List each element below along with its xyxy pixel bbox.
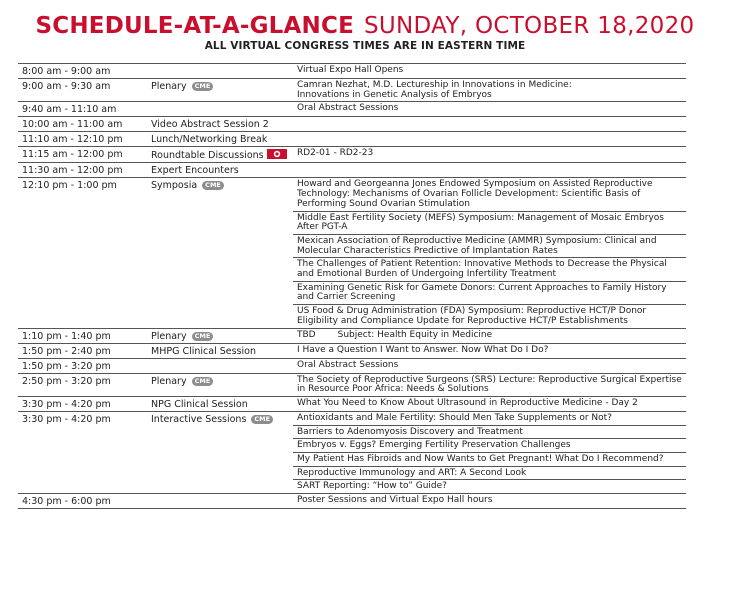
program-item: SART Reporting: “How to” Guide? [293,479,686,493]
items-cell [293,359,686,373]
time-cell: 12:10 pm - 1:00 pm [22,180,117,192]
time-cell: 8:00 am - 9:00 am [22,66,111,77]
items-cell [293,344,686,358]
program-item: RD2-01 - RD2-23 [297,148,374,159]
session-cell [133,412,293,493]
cme-badge: CME [251,415,273,424]
session-label: Expert Encounters [151,165,239,177]
roundtable-icon [267,149,287,159]
program-item: Antioxidants and Male Fertility: Should Men Take Supplements or Not? [297,412,612,423]
title-line [0,12,730,40]
item-speaker: TBD [297,329,316,340]
schedule-row [18,411,686,493]
page-subtitle: ALL VIRTUAL CONGRESS TIMES ARE IN EASTERN TIME [204,40,526,52]
items-cell [293,102,686,116]
program-item: US Food & Drug Administration (FDA) Symposium: Reproductive HCT/P Donor Eligibility and Compliance Update for Reproductive HCT/P Establishments [293,304,686,327]
session-cell [133,79,293,101]
session-cell [133,374,293,396]
time-cell: 1:50 pm - 2:40 pm [22,345,111,357]
session-cell [133,147,293,162]
schedule-table [18,63,686,509]
items-cell [293,79,686,101]
schedule-row [18,493,686,509]
session-cell [133,132,293,146]
program-item: The Society of Reproductive Surgeons (SRS) Lecture: Reproductive Surgical Expertise in Resource Poor Africa: Needs & Solutions [297,374,682,395]
session-cell [133,397,293,411]
session-cell [133,329,293,343]
time-cell: 9:00 am - 9:30 am [22,81,111,92]
schedule-row [18,146,686,162]
program-item: The Challenges of Patient Retention: Innovative Methods to Decrease the Physical and Emotional Burden of Undergoing Infertility Treatment [293,257,686,280]
program-item: Embryos v. Eggs? Emerging Fertility Preservation Challenges [293,438,686,452]
schedule-row [18,63,686,78]
schedule-row [18,373,686,396]
items-cell [293,329,686,343]
time-cell: 4:30 pm - 6:00 pm [22,496,111,508]
session-cell [133,163,293,177]
program-item: Howard and Georgeanna Jones Endowed Symposium on Assisted Reproductive Technology: Mechanisms of Ovarian Follicle Development: Scientific Basis of Performing Sound Ovarian Stimulation [297,179,653,209]
time-cell: 1:50 pm - 3:20 pm [22,360,111,372]
session-label: Plenary [151,81,187,92]
items-cell [293,64,686,78]
schedule-row [18,78,686,101]
program-item: Poster Sessions and Virtual Expo Hall hours [297,495,493,506]
page-title: SCHEDULE-AT-A-GLANCE [35,13,354,39]
items-cell [293,397,686,411]
session-cell [133,117,293,131]
program-item: Mexican Association of Reproductive Medicine (AMMR) Symposium: Clinical and Molecular Characteristics Predictive of Implantation Rates [293,234,686,257]
session-label: MHPG Clinical Session [151,345,256,357]
session-label: Roundtable Discussions [151,150,264,162]
time-cell: 11:15 am - 12:00 pm [22,149,123,161]
page-header [0,12,730,52]
time-cell: 10:00 am - 11:00 am [22,119,123,131]
session-cell [133,64,293,78]
time-cell: 3:30 pm - 4:20 pm [22,398,111,410]
cme-badge: CME [202,181,224,190]
time-cell: 1:10 pm - 1:40 pm [22,330,111,342]
cme-badge: CME [192,332,214,341]
session-label: Video Abstract Session 2 [151,119,269,131]
session-label: NPG Clinical Session [151,398,248,410]
page-date: SUNDAY, OCTOBER 18,2020 [363,13,695,39]
program-item: Middle East Fertility Society (MEFS) Symposium: Management of Mosaic Embryos After PGT-A [293,211,686,234]
schedule-row [18,358,686,373]
schedule-row [18,162,686,177]
items-cell [293,178,686,327]
time-cell: 11:10 am - 12:10 pm [22,134,123,146]
program-item: I Have a Question I Want to Answer. Now What Do I Do? [297,344,549,355]
session-label: Symposia [151,180,198,192]
time-cell: 9:40 am - 11:10 am [22,104,117,116]
items-cell [293,412,686,493]
schedule-row [18,343,686,358]
items-cell [293,117,686,131]
session-label: Plenary [151,330,187,342]
session-cell [133,494,293,508]
program-item: Barriers to Adenomyosis Discovery and Treatment [293,425,686,439]
schedule-row [18,131,686,146]
schedule-row [18,116,686,131]
schedule-row [18,177,686,327]
cme-badge: CME [192,82,214,91]
time-cell: 11:30 am - 12:00 pm [22,165,123,177]
session-label: Plenary [151,375,187,387]
program-item: Oral Abstract Sessions [297,103,399,114]
program-item: My Patient Has Fibroids and Now Wants to Get Pregnant! What Do I Recommend? [293,452,686,466]
program-item: Camran Nezhat, M.D. Lectureship in Innovations in Medicine: Innovations in Genetic Analysis of Embryos [297,80,572,100]
session-cell [133,178,293,327]
schedule-row [18,396,686,411]
item-subject: Subject: Health Equity in Medicine [337,329,493,340]
program-item: Reproductive Immunology and ART: A Second Look [293,466,686,480]
schedule-row [18,101,686,116]
session-label: Lunch/Networking Break [151,134,268,146]
items-cell [293,374,686,396]
program-item [293,329,686,342]
items-cell [293,163,686,177]
program-item: Examining Genetic Risk for Gamete Donors: Current Approaches to Family History and Carrier Screening [293,281,686,304]
session-label: Interactive Sessions [151,413,247,425]
program-item: Virtual Expo Hall Opens [297,65,404,75]
items-cell [293,147,686,162]
items-cell [293,132,686,146]
program-item: What You Need to Know About Ultrasound in Reproductive Medicine - Day 2 [297,397,638,408]
session-cell [133,359,293,373]
session-cell [133,344,293,358]
time-cell: 3:30 pm - 4:20 pm [22,413,111,425]
time-cell: 2:50 pm - 3:20 pm [22,375,111,387]
session-cell [133,102,293,116]
items-cell [293,494,686,508]
program-item: Oral Abstract Sessions [297,359,399,370]
cme-badge: CME [192,377,214,386]
schedule-row [18,328,686,343]
